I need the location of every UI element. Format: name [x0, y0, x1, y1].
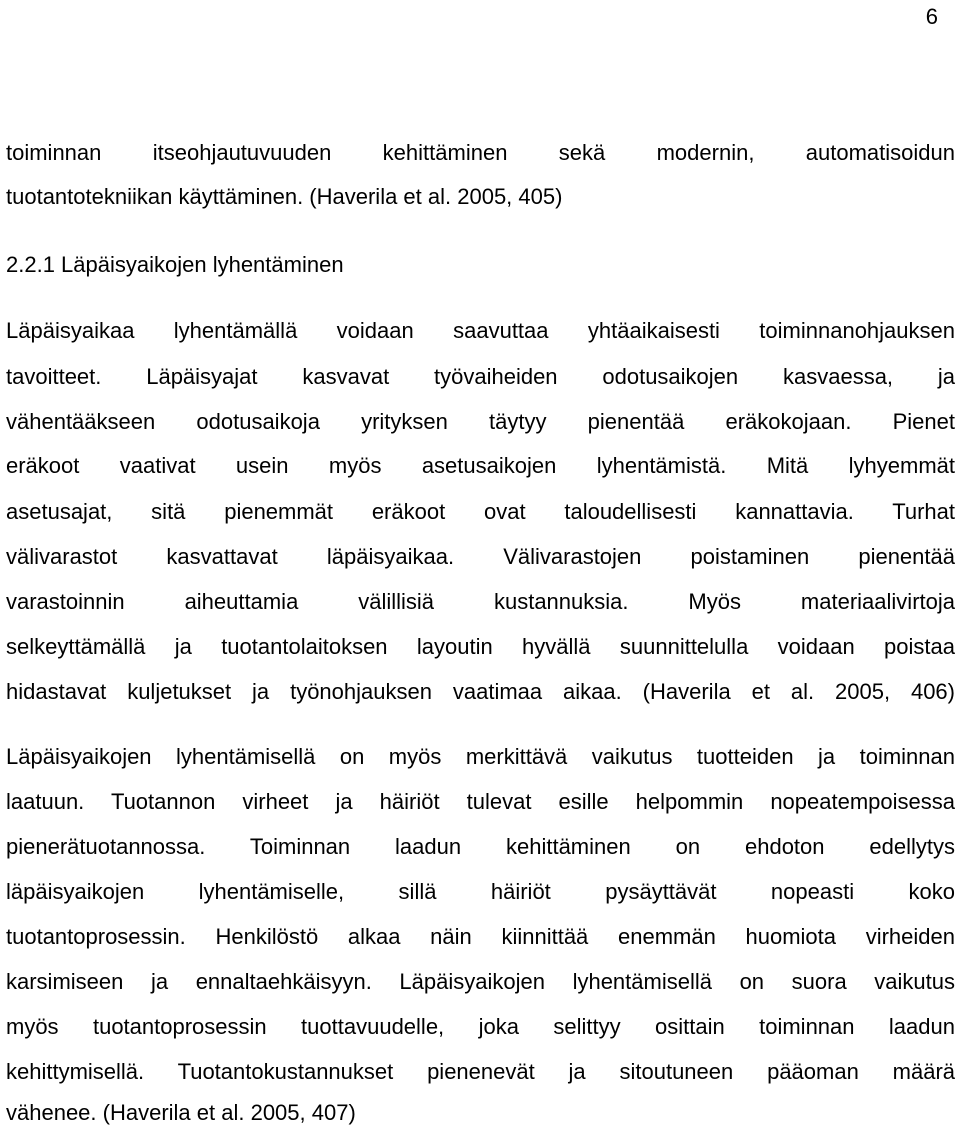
text-line: tuotantoprosessin. Henkilöstö alkaa näin kiinnittää enemmän huomiota virheiden	[6, 924, 955, 949]
text-line: laatuun. Tuotannon virheet ja häiriöt tulevat esille helpommin nopeatempoisessa	[6, 789, 955, 814]
text-line: varastoinnin aiheuttamia välillisiä kustannuksia. Myös materiaalivirtoja	[6, 589, 955, 614]
text-line: toiminnan itseohjautuvuuden kehittäminen sekä modernin, automatisoidun	[6, 140, 955, 165]
text-line: kehittymisellä. Tuotantokustannukset pienenevät ja sitoutuneen pääoman määrä	[6, 1059, 955, 1084]
text-line: Läpäisyaikaa lyhentämällä voidaan saavuttaa yhtäaikaisesti toiminnanohjauksen	[6, 318, 955, 343]
text-line: vähenee. (Haverila et al. 2005, 407)	[6, 1100, 356, 1125]
text-line: pienerätuotannossa. Toiminnan laadun kehittäminen on ehdoton edellytys	[6, 834, 955, 859]
text-line: Läpäisyaikojen lyhentämisellä on myös merkittävä vaikutus tuotteiden ja toiminnan	[6, 744, 955, 769]
page-number: 6	[925, 4, 938, 29]
text-line: eräkoot vaativat usein myös asetusaikojen lyhentämistä. Mitä lyhyemmät	[6, 453, 955, 478]
text-line: välivarastot kasvattavat läpäisyaikaa. Välivarastojen poistaminen pienentää	[6, 544, 955, 569]
text-line: vähentääkseen odotusaikoja yrityksen täytyy pienentää eräkokojaan. Pienet	[6, 409, 955, 434]
text-line: hidastavat kuljetukset ja työnohjauksen vaatimaa aikaa. (Haverila et al. 2005, 406)	[6, 679, 955, 704]
text-line: asetusajat, sitä pienemmät eräkoot ovat taloudellisesti kannattavia. Turhat	[6, 499, 955, 524]
text-line: karsimiseen ja ennaltaehkäisyyn. Läpäisyaikojen lyhentämisellä on suora vaikutus	[6, 969, 955, 994]
text-line: selkeyttämällä ja tuotantolaitoksen layoutin hyvällä suunnittelulla voidaan poistaa	[6, 634, 955, 659]
section-heading: 2.2.1 Läpäisyaikojen lyhentäminen	[6, 252, 344, 277]
text-line: läpäisyaikojen lyhentämiselle, sillä häiriöt pysäyttävät nopeasti koko	[6, 879, 955, 904]
text-line: tuotantotekniikan käyttäminen. (Haverila et al. 2005, 405)	[6, 184, 563, 209]
text-line: tavoitteet. Läpäisyajat kasvavat työvaiheiden odotusaikojen kasvaessa, ja	[6, 364, 955, 389]
text-line: myös tuotantoprosessin tuottavuudelle, joka selittyy osittain toiminnan laadun	[6, 1014, 955, 1039]
